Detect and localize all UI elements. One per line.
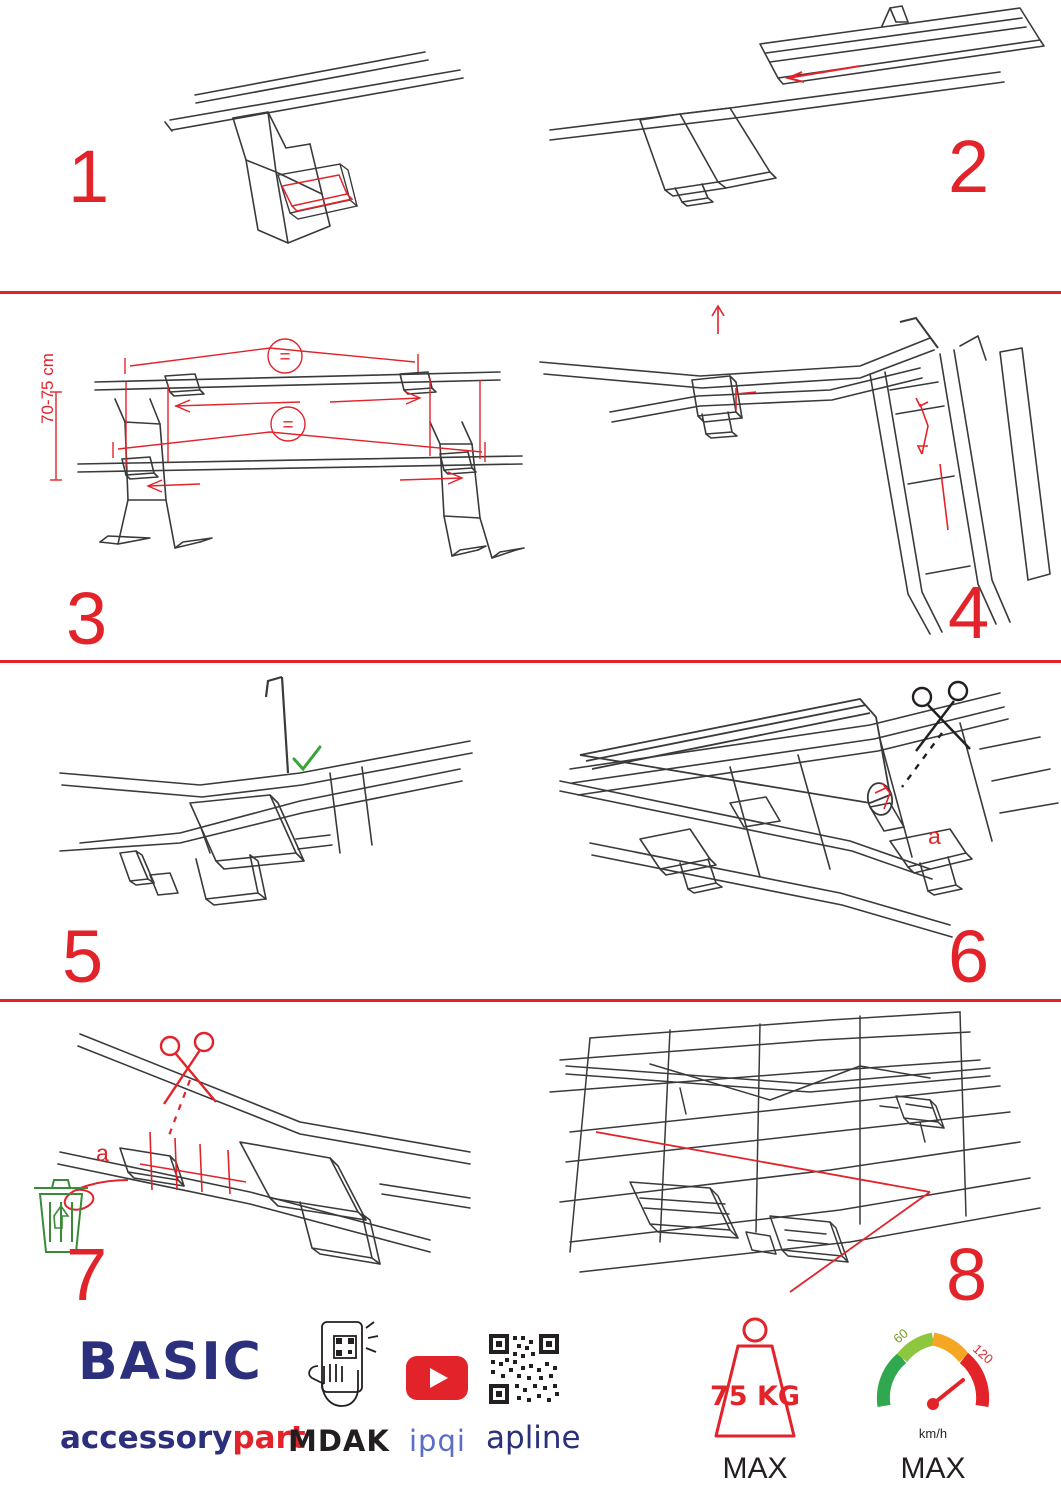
brand-basic-title: BASIC [78,1332,263,1392]
brand-ipqi: ipqi [409,1424,466,1458]
brand-mdak: MDAK [288,1424,390,1458]
step-6-number: 6 [948,915,990,998]
brand-accessorypart [60,1420,306,1456]
brand-accessory-text: accessory [60,1420,233,1456]
max-load-label: MAX [722,1452,788,1485]
youtube-icon[interactable] [406,1356,468,1400]
step-4-number: 4 [948,571,990,654]
qr-scan-phone-icon [300,1318,386,1414]
step-5-number: 5 [62,915,104,998]
speedometer-icon [868,1314,998,1434]
svg-text:60: 60 [890,1325,912,1347]
brand-part-text: part [232,1420,306,1456]
distance-label: 70-75 cm [38,353,57,424]
max-speed-label: MAX [900,1452,966,1485]
step-2-number: 2 [948,125,990,208]
cut-label-a-step6: a [928,823,941,849]
max-load-value: 75 KG [709,1381,801,1412]
weight-icon [690,1312,820,1442]
brand-ap-text: ap [486,1420,525,1456]
svg-text:120: 120 [969,1341,997,1367]
speed-unit-label: km/h [918,1426,948,1441]
brand-line-text: line [524,1420,581,1456]
footer-branding [0,1300,1061,1500]
step-7-number: 7 [66,1233,108,1316]
cut-label-a-step7: a [96,1140,109,1166]
step-8-number: 8 [946,1233,988,1316]
step-1-number: 1 [68,135,110,218]
qr-code-icon[interactable] [487,1332,561,1406]
svg-text:=: = [279,347,291,368]
brand-apline [486,1420,581,1456]
step-3-number: 3 [66,577,108,660]
svg-text:=: = [282,415,294,436]
